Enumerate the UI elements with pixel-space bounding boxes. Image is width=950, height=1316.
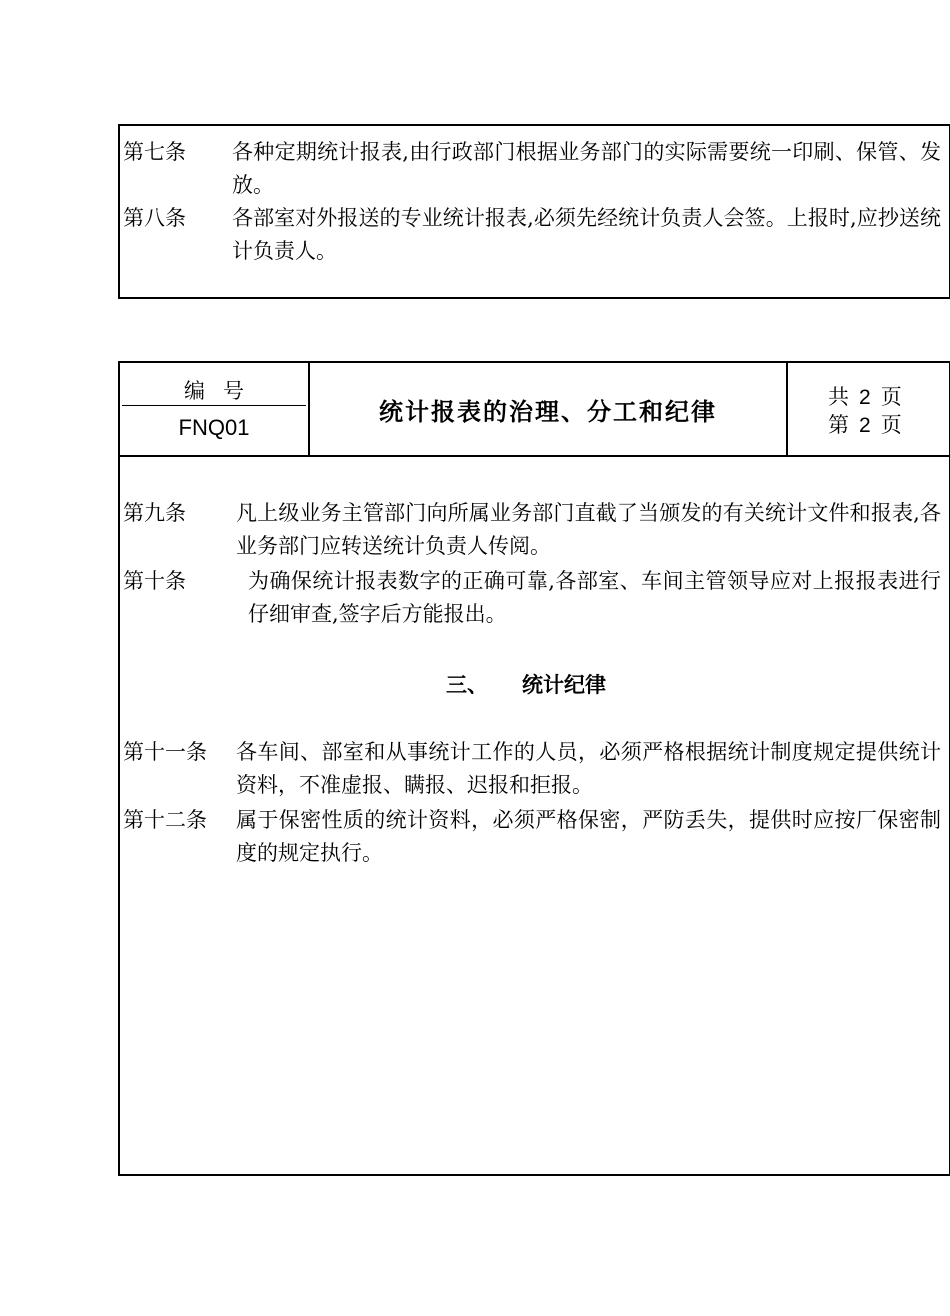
document-header xyxy=(120,363,949,457)
article-12 xyxy=(120,804,949,870)
code-label: 编号 xyxy=(184,379,262,403)
document-code-cell xyxy=(120,363,310,455)
current-page: 第 2 页 xyxy=(828,413,902,437)
article-text: 属于保密性质的统计资料，必须严格保密，严防丢失，提供时应按厂保密制度的规定执行。 xyxy=(236,808,941,865)
article-label: 第十二条 xyxy=(123,808,207,832)
article-8 xyxy=(120,202,949,268)
document-title: 统计报表的治理、分工和纪律 xyxy=(379,397,717,426)
article-text: 凡上级业务主管部门向所属业务部门直截了当颁发的有关统计文件和报表,各业务部门应转送统计负责人传阅。 xyxy=(236,501,941,558)
article-label: 第九条 xyxy=(123,501,186,525)
article-11 xyxy=(120,736,949,802)
article-label: 第十条 xyxy=(123,569,186,593)
article-text: 为确保统计报表数字的正确可靠,各部室、车间主管领导应对上报报表进行仔细审查,签字后方能报出。 xyxy=(248,569,941,626)
article-label: 第十一条 xyxy=(123,740,207,764)
article-9 xyxy=(120,497,949,563)
code-divider xyxy=(122,405,306,406)
regulation-box-top xyxy=(118,124,950,299)
article-text: 各部室对外报送的专业统计报表,必须先经统计负责人会签。上报时,应抄送统计负责人。 xyxy=(232,206,941,263)
code-value: FNQ01 xyxy=(178,415,250,440)
article-7 xyxy=(120,136,949,202)
article-text: 各车间、部室和从事统计工作的人员，必须严格根据统计制度规定提供统计资料，不准虚报、瞒报、迟报和拒报。 xyxy=(236,740,941,797)
regulation-box-main xyxy=(118,361,950,1176)
document-title-cell xyxy=(310,363,788,455)
article-label: 第八条 xyxy=(123,206,186,230)
section-title: 统计纪律 xyxy=(522,673,606,697)
article-10 xyxy=(120,565,949,631)
section-number: 三、 xyxy=(446,673,488,697)
article-label: 第七条 xyxy=(123,140,186,164)
total-pages: 共 2 页 xyxy=(828,385,902,409)
article-text: 各种定期统计报表,由行政部门根据业务部门的实际需要统一印刷、保管、发放。 xyxy=(232,140,941,197)
page-info-cell xyxy=(788,363,949,455)
